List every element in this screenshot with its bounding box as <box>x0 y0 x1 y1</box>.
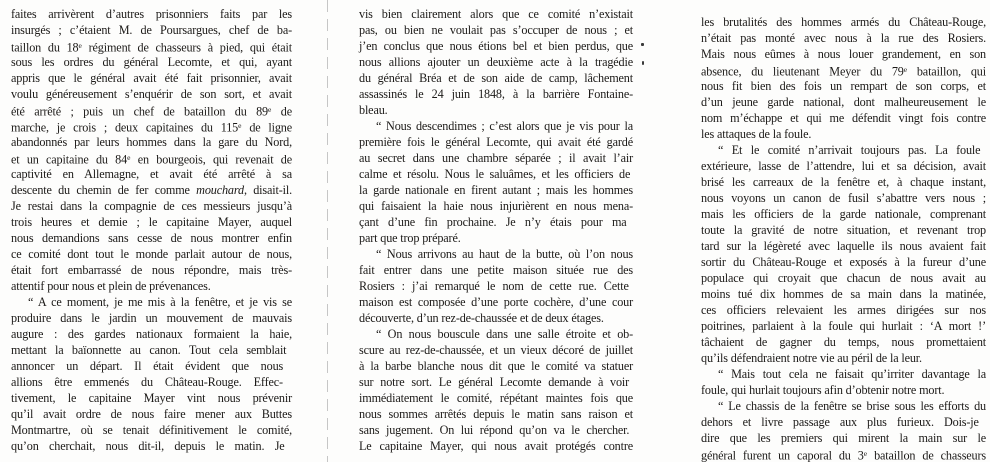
text-line <box>11 22 292 38</box>
text-line-content: Le capitaine Mayer, qui nous avait protégés contre <box>359 439 633 453</box>
text-line <box>359 406 633 422</box>
text-line <box>701 398 986 414</box>
text-line <box>359 262 633 278</box>
text-line <box>359 134 633 150</box>
text-line-content: sans jugement. On lui répond qu’on va le chercher. <box>359 423 630 437</box>
text-line-content: attentif pour nous et plein de prévenances. <box>11 279 211 293</box>
text-line <box>701 238 986 254</box>
text-line-content: nous allions ajouter un deuxième acte à la tragédie <box>359 55 633 69</box>
text-line <box>359 22 633 38</box>
text-line-content: annoncer un départ. Il était évident que nous <box>11 359 284 373</box>
text-line-content: moins tué dix hommes de sa main dans la matinée, <box>701 287 986 301</box>
text-line <box>11 166 292 182</box>
text-line <box>701 350 986 366</box>
text-line <box>701 446 986 462</box>
text-line-content: mais les officiers de la garde nationale, comprenant <box>701 207 986 221</box>
text-line <box>11 70 292 86</box>
page-gutter-dashed-line <box>327 0 328 462</box>
text-line-content: populace qui croyait que chacun de nous avait au <box>701 271 986 285</box>
text-line <box>11 86 292 102</box>
text-line-content: au secret dans une chambre séparée ; il avait l’air <box>359 151 633 165</box>
text-line <box>11 246 292 262</box>
text-line <box>11 422 292 438</box>
text-line-content: qui faisaient la haie nous injurièrent en nous mena- <box>359 199 633 213</box>
text-line <box>359 166 633 182</box>
text-line-content: faites arrivèrent d’autres prisonniers faits par les <box>11 7 292 21</box>
text-line <box>701 174 986 190</box>
text-line <box>359 438 633 454</box>
text-line-content: sous les ordres du général Lecomte, et qui, ayant <box>11 55 292 69</box>
text-line-content: nous voyons un canon de fusil s’abattre vers nous ; <box>701 191 986 205</box>
text-line-content: “ On nous bouscule dans une salle étroite et ob- <box>376 327 633 341</box>
text-line-content: bleau. <box>359 103 388 117</box>
text-line-content: augure : des gardes nationaux formaient la haie, <box>11 327 292 341</box>
text-line <box>11 118 292 134</box>
text-line <box>359 54 633 70</box>
text-line-content: assassinés le 24 juin 1848, à la barrière Fontaine- <box>359 87 633 101</box>
text-line <box>359 230 633 246</box>
text-line <box>11 326 292 342</box>
text-line-content: vis bien clairement alors que ce comité n’existait <box>359 7 633 21</box>
text-column-1 <box>11 6 292 454</box>
text-line-content: sortir du Château-Rouge et exposés à la fureur d’une <box>701 255 986 269</box>
text-line <box>11 182 292 198</box>
text-line <box>359 246 633 262</box>
text-line <box>11 214 292 230</box>
text-line-content: pas, ou bien ne voulait pas s’occuper de nous ; et <box>359 23 633 37</box>
text-line-content: abandonnés par leurs hommes dans la gare du Nord, <box>11 135 292 149</box>
text-line <box>359 182 633 198</box>
text-line <box>11 278 292 294</box>
text-line-content: du général Bréa et de son aide de camp, lâchement <box>359 71 633 85</box>
text-line-content: Rosiers : j’ai remarqué le nom de cette rue. Cette <box>359 279 629 293</box>
text-line <box>701 222 986 238</box>
text-line <box>701 46 986 62</box>
text-line <box>359 102 633 118</box>
text-line <box>11 134 292 150</box>
text-line-content: “ A ce moment, je me mis à la fenêtre, et je vis se <box>28 295 292 309</box>
text-line-content: foule, qui hurlait toujours afin d’obtenir notre mort. <box>701 383 945 397</box>
text-line-content: calme et résolu. Nous le saluâmes, et les officiers de <box>359 167 631 181</box>
text-line <box>359 358 633 374</box>
text-line-content: descente du chemin de fer comme mouchard, disait-il. <box>11 183 292 197</box>
text-line-content: immédiatement le comité, répétant maintes fois que <box>359 391 633 405</box>
text-line-content: ce comité dont tout le monde parlait autour de nous, <box>11 247 292 261</box>
text-line-content: çant d’une fin prochaine. Je n’y étais pour ma <box>359 215 627 229</box>
text-line-content: qu’ils défendraient notre vie au péril de la leur. <box>701 351 922 365</box>
text-line-content: Montmartre, où se tenait définitivement le comité, <box>11 423 292 437</box>
text-line <box>359 390 633 406</box>
text-line-content: produire dans le jardin un mouvement de mauvais <box>11 311 292 325</box>
text-line <box>11 406 292 422</box>
text-line <box>359 326 633 342</box>
text-line <box>11 342 292 358</box>
text-line <box>701 302 986 318</box>
scan-speck <box>641 43 644 46</box>
text-line-content: tard sur la légèreté avec laquelle ils nous avaient fait <box>701 239 986 253</box>
text-line-content: qu’il avait ordre de nous faire mener aux Buttes <box>11 407 292 421</box>
text-line-content: nous fit bien des fois un rempart de son corps, et <box>701 79 986 93</box>
text-line <box>359 422 633 438</box>
text-line <box>701 270 986 286</box>
text-line-content: poitrines, parlaient à la foule qui hurlait : ‘A mort !’ <box>701 319 986 333</box>
text-line <box>11 294 292 310</box>
text-line <box>11 262 292 278</box>
text-line <box>701 30 986 46</box>
text-line <box>701 126 986 142</box>
text-line <box>11 38 292 54</box>
text-line <box>11 54 292 70</box>
text-line <box>701 78 986 94</box>
text-line-content: marche, je crois ; deux capitaines du 115e de ligne <box>11 120 293 135</box>
text-line-content: et un capitaine du 84e en bourgeois, qui revenait de <box>11 152 292 167</box>
text-line <box>359 70 633 86</box>
text-line-content: allions être emmenés du Château-Rouge. Effec- <box>11 375 283 389</box>
text-line-content: découverte, d’un rez-de-chaussée et de deux étages. <box>359 311 604 325</box>
text-line-content: brisé les carreaux de la fenêtre et, à chaque instant, <box>701 175 986 189</box>
text-line <box>359 294 633 310</box>
text-line <box>11 438 292 454</box>
text-line <box>359 6 633 22</box>
text-line <box>359 342 633 358</box>
text-line <box>359 310 633 326</box>
text-line-content: trois heures et demie ; le capitaine Mayer, auquel <box>11 215 292 229</box>
text-line <box>701 110 986 126</box>
text-line <box>359 150 633 166</box>
text-line-content: nous sommes arrêtés depuis le matin sans raison et <box>359 407 633 421</box>
text-line-content: était fort embarrassé de nous répondre, mais très- <box>11 263 292 277</box>
text-line-content: Je restai dans la compagnie de ces messieurs jusqu’à <box>11 199 292 213</box>
text-line-content: la garde nationale en firent autant ; mais les hommes <box>359 183 633 197</box>
text-line <box>11 102 292 118</box>
text-line <box>701 158 986 174</box>
text-line-content: mettant la baïonnette au canon. Tout cela semblait <box>11 343 287 357</box>
text-line-content: “ Mais tout cela ne faisait qu’irriter davantage la <box>718 367 986 381</box>
text-line-content: Mais nous eûmes à nous louer grandement, en son <box>701 47 986 61</box>
text-line <box>11 198 292 214</box>
text-line <box>11 230 292 246</box>
text-line-content: nous demandions sans cesse de nous montrer enfin <box>11 231 292 245</box>
text-line-content: les attaques de la foule. <box>701 127 812 141</box>
text-line-content: dehors et livre passage aux plus furieux. Dois-je <box>701 415 979 429</box>
text-line-content: voulu généreusement s’enquérir de son sort, et avait <box>11 87 292 101</box>
text-line-content: sur notre sort. Le général Lecomte demande à voir <box>359 375 630 389</box>
text-line-content: “ Et le comité n’arrivait toujours pas. La foule <box>718 143 981 157</box>
text-line <box>359 86 633 102</box>
text-line-content: maison est composée d’une porte cochère, d’une cour <box>359 295 633 309</box>
text-line-content: première fois le général Lecomte, qui avait été gardé <box>359 135 633 149</box>
scan-speck <box>642 61 644 65</box>
text-line <box>11 358 292 374</box>
text-line-content: nom m’échappe et qui me défendit vingt fois contre <box>701 111 986 125</box>
text-line-content: “ Nous arrivons au haut de la butte, où l’on nous <box>376 247 633 261</box>
text-line <box>701 286 986 302</box>
text-line-content: appris que le général avait été fait prisonnier, avait <box>11 71 292 85</box>
text-line-content: taillon du 18e régiment de chasseurs à pied, qui était <box>11 40 293 55</box>
text-line <box>11 6 292 22</box>
text-line <box>701 430 986 446</box>
text-line <box>701 190 986 206</box>
text-line <box>701 382 986 398</box>
text-line <box>359 214 633 230</box>
text-line <box>11 390 292 406</box>
text-line-content: absence, du lieutenant Meyer du 79e bataillon, qui <box>701 64 986 79</box>
text-line <box>359 38 633 54</box>
text-line <box>701 334 986 350</box>
text-column-3 <box>701 14 986 462</box>
text-line <box>11 310 292 326</box>
text-line-content: toute la gravité de notre situation, et revenant trop <box>701 223 986 237</box>
text-line-content: part que trop préparé. <box>359 231 461 245</box>
text-line-content: dire que les premiers qui mirent la main sur le <box>701 431 986 445</box>
text-line-content: “ Nous descendimes ; c’est alors que je vis pour la <box>376 119 633 133</box>
text-line <box>701 254 986 270</box>
text-line <box>11 150 292 166</box>
text-line-content: général furent un caporal du 3e bataillon de chasseurs <box>701 448 986 462</box>
text-line <box>359 278 633 294</box>
text-line <box>359 374 633 390</box>
text-line <box>701 366 986 382</box>
text-line-content: ces officiers relevaient les armes dirigées sur nos <box>701 303 986 317</box>
text-line <box>701 142 986 158</box>
text-line-content: à la barbe blanche nous dit que le comité va statuer <box>359 359 633 373</box>
text-line-content: d’un jeune garde national, dont malheureusement le <box>701 95 986 109</box>
text-line-content: les brutalités des hommes armés du Château-Rouge, <box>701 15 986 29</box>
text-line <box>359 118 633 134</box>
text-line-content: insurgés ; c’étaient M. de Poursargues, chef de ba- <box>11 23 292 37</box>
text-line-content: fait entrer dans une petite maison située rue des <box>359 263 633 277</box>
text-line-content: tivement, le capitaine Mayer vint nous prévenir <box>11 391 292 405</box>
text-line-content: “ Le chassis de la fenêtre se brise sous les efforts du <box>718 399 986 413</box>
text-line-content: captivité en Allemagne, et avait été arrêté à sa <box>11 167 292 181</box>
text-line-content: scure au rez-de-chaussée, et un vieux décoré de juillet <box>359 343 633 357</box>
text-line <box>701 94 986 110</box>
text-line <box>359 198 633 214</box>
text-column-2 <box>359 6 633 454</box>
text-line <box>701 14 986 30</box>
text-line-content: été arrêté ; puis un chef de bataillon du 89e de <box>11 104 292 119</box>
text-line-content: tâchaient de gagner du temps, nous promettaient <box>701 335 986 349</box>
text-line-content: j’en conclus que nous étions bel et bien perdus, que <box>359 39 633 53</box>
text-line <box>701 62 986 78</box>
text-line <box>11 374 292 390</box>
text-line-content: n’était pas monté avec nous à la rue des Rosiers. <box>701 31 986 45</box>
text-line <box>701 318 986 334</box>
text-line-content: extérieure, lasse de l’attendre, lui et sa décision, avait <box>701 159 986 173</box>
text-line <box>701 206 986 222</box>
text-line-content: qu’on cherchait, nous dit-il, depuis le matin. Je <box>11 439 285 453</box>
text-line <box>701 414 986 430</box>
